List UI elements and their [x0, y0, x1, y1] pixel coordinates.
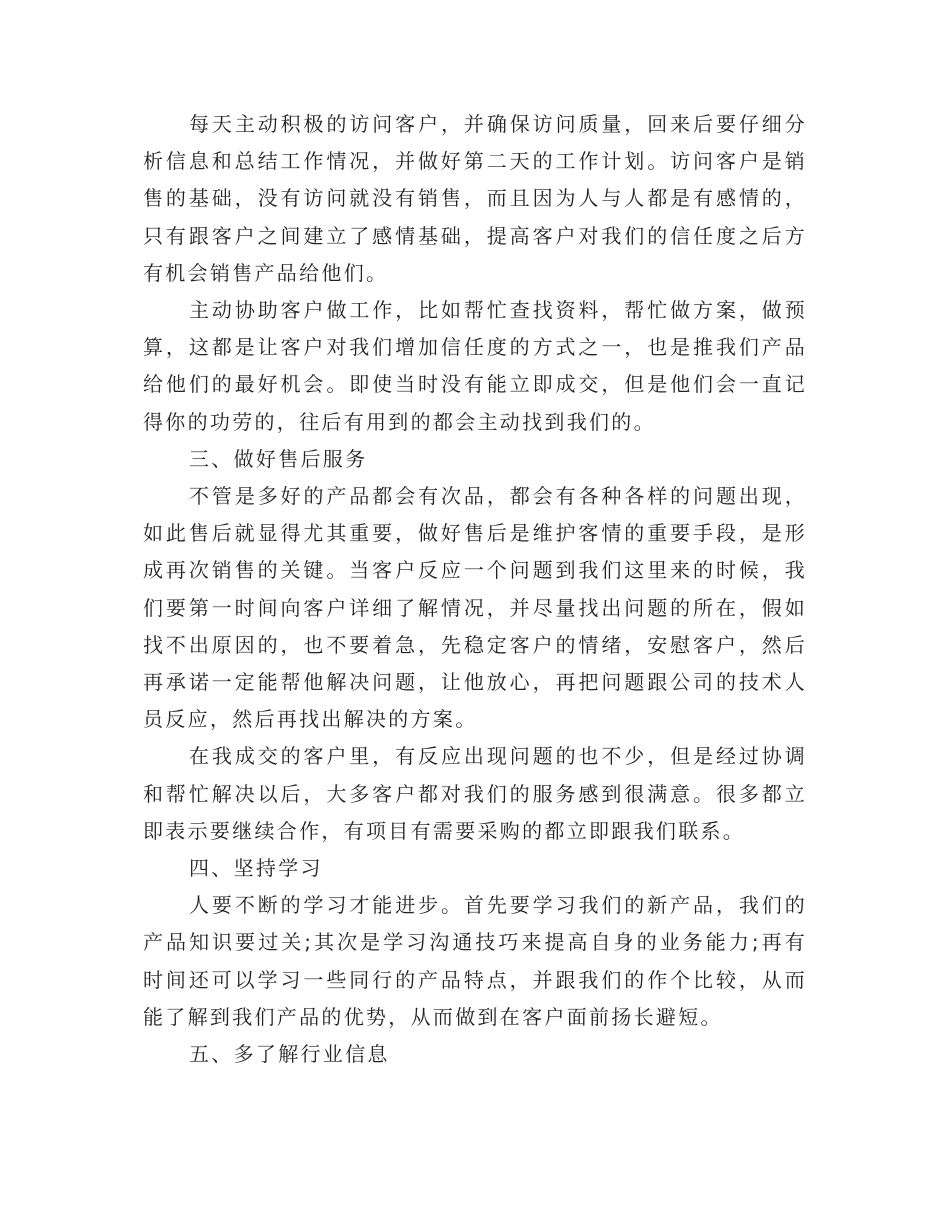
document-body: [143, 106, 807, 1073]
paragraph-learning: 人要不断的学习才能进步。首先要学习我们的新产品，我们的产品知识要过关;其次是学习沟通技巧来提高自身的业务能力;再有时间还可以学习一些同行的产品特点，并跟我们的作个比较，从而能了解到我们产品的优势，从而做到在客户面前扬长避短。: [143, 893, 807, 1029]
paragraph-customer-visits: 每天主动积极的访问客户，并确保访问质量，回来后要仔细分析信息和总结工作情况，并做好第二天的工作计划。访问客户是销售的基础，没有访问就没有销售，而且因为人与人都是有感情的，只有跟客户之间建立了感情基础，提高客户对我们的信任度之后方有机会销售产品给他们。: [143, 112, 807, 285]
section-heading-after-sales: 三、做好售后服务: [189, 446, 368, 471]
section-heading-keep-learning: 四、坚持学习: [189, 856, 323, 881]
paragraph-assist-customers: 主动协助客户做工作，比如帮忙查找资料，帮忙做方案，做预算，这都是让客户对我们增加信任度的方式之一，也是推我们产品给他们的最好机会。即使当时没有能立即成交，但是他们会一直记得你的功劳的，往后有用到的都会主动找到我们的。: [143, 298, 807, 434]
section-heading-industry-info: 五、多了解行业信息: [189, 1042, 390, 1067]
paragraph-after-sales-importance: 不管是多好的产品都会有次品，都会有各种各样的问题出现，如此售后就显得尤其重要，做好售后是维护客情的重要手段，是形成再次销售的关键。当客户反应一个问题到我们这里来的时候，我们要第一时间向客户详细了解情况，并尽量找出问题的所在，假如找不出原因的，也不要着急，先稳定客户的情绪，安慰客户，然后再承诺一定能帮他解决问题，让他放心，再把问题跟公司的技术人员反应，然后再找出解决的方案。: [143, 484, 807, 732]
paragraph-customer-satisfaction: 在我成交的客户里，有反应出现问题的也不少，但是经过协调和帮忙解决以后，大多客户都对我们的服务感到很满意。很多都立即表示要继续合作，有项目有需要采购的都立即跟我们联系。: [143, 744, 807, 843]
